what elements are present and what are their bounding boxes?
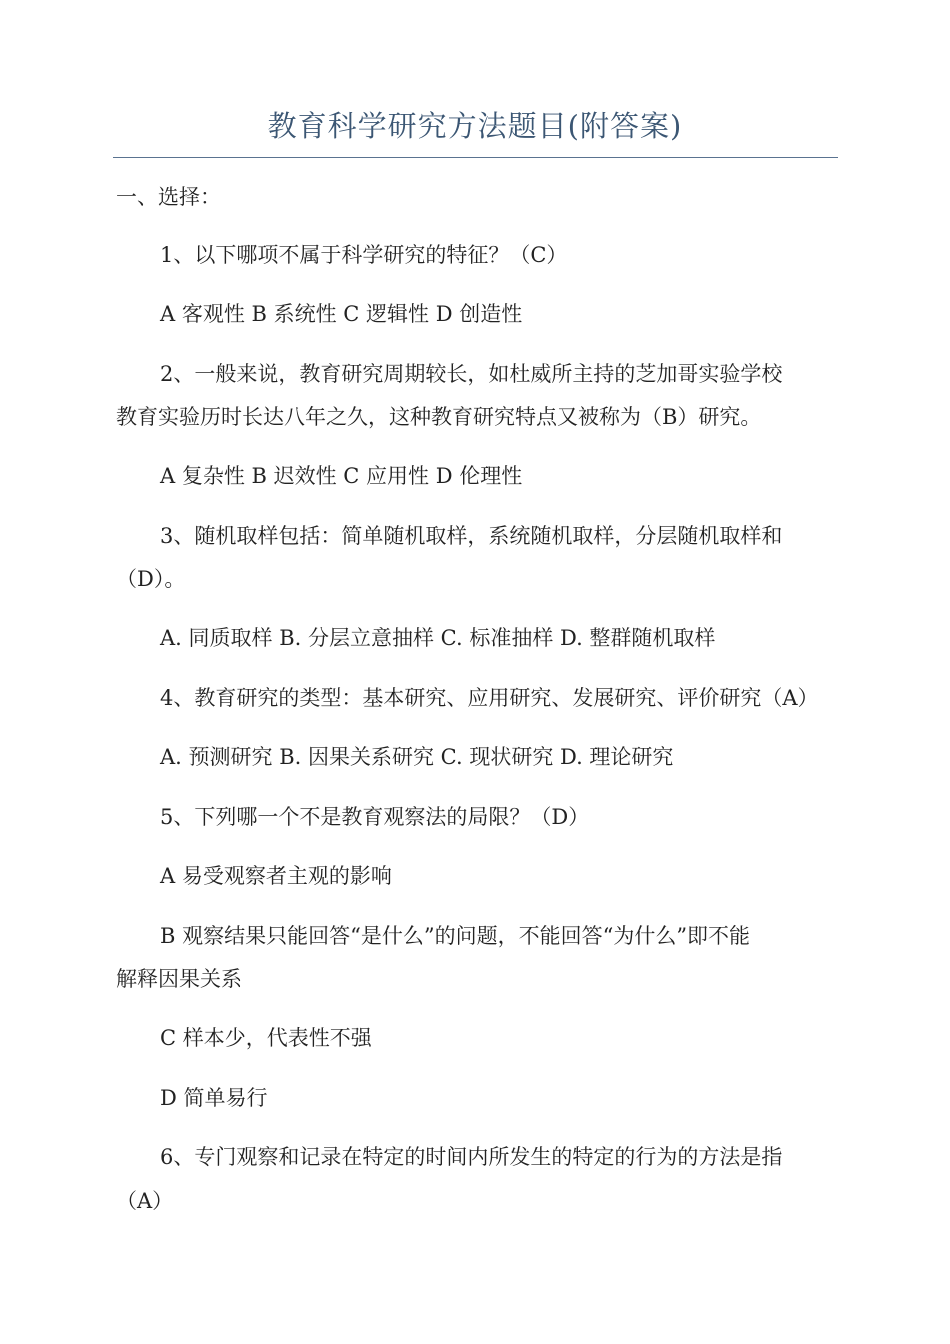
question-5-option-d: D 简单易行	[160, 1086, 268, 1110]
question-6-continued: （A）	[116, 1189, 174, 1213]
title-divider	[113, 157, 838, 158]
question-3: 3、随机取样包括：简单随机取样，系统随机取样，分层随机取样和	[160, 524, 783, 548]
question-3-continued: （D）。	[116, 567, 186, 591]
question-6: 6、专门观察和记录在特定的时间内所发生的特定的行为的方法是指	[160, 1145, 783, 1169]
question-1: 1、以下哪项不属于科学研究的特征？（C）	[160, 243, 568, 267]
question-5-option-c: C 样本少，代表性不强	[160, 1026, 372, 1050]
question-3-options: A. 同质取样 B. 分层立意抽样 C. 标准抽样 D. 整群随机取样	[160, 626, 716, 650]
question-5-option-b: B 观察结果只能回答“是什么”的问题，不能回答“为什么”即不能	[160, 924, 751, 948]
document-title: 教育科学研究方法题目(附答案)	[267, 109, 683, 143]
question-1-options: A 客观性 B 系统性 C 逻辑性 D 创造性	[160, 302, 523, 326]
section-heading: 一、选择：	[116, 185, 221, 209]
question-2-continued: 教育实验历时长达八年之久，这种教育研究特点又被称为（B）研究。	[116, 405, 762, 429]
question-2: 2、一般来说，教育研究周期较长，如杜威所主持的芝加哥实验学校	[160, 362, 783, 386]
question-2-options: A 复杂性 B 迟效性 C 应用性 D 伦理性	[160, 464, 523, 488]
question-5-option-b-continued: 解释因果关系	[116, 967, 242, 991]
question-5: 5、下列哪一个不是教育观察法的局限？（D）	[160, 805, 590, 829]
question-4: 4、教育研究的类型：基本研究、应用研究、发展研究、评价研究（A）	[160, 686, 819, 710]
question-5-option-a: A 易受观察者主观的影响	[160, 864, 392, 888]
question-4-options: A. 预测研究 B. 因果关系研究 C. 现状研究 D. 理论研究	[160, 745, 674, 769]
